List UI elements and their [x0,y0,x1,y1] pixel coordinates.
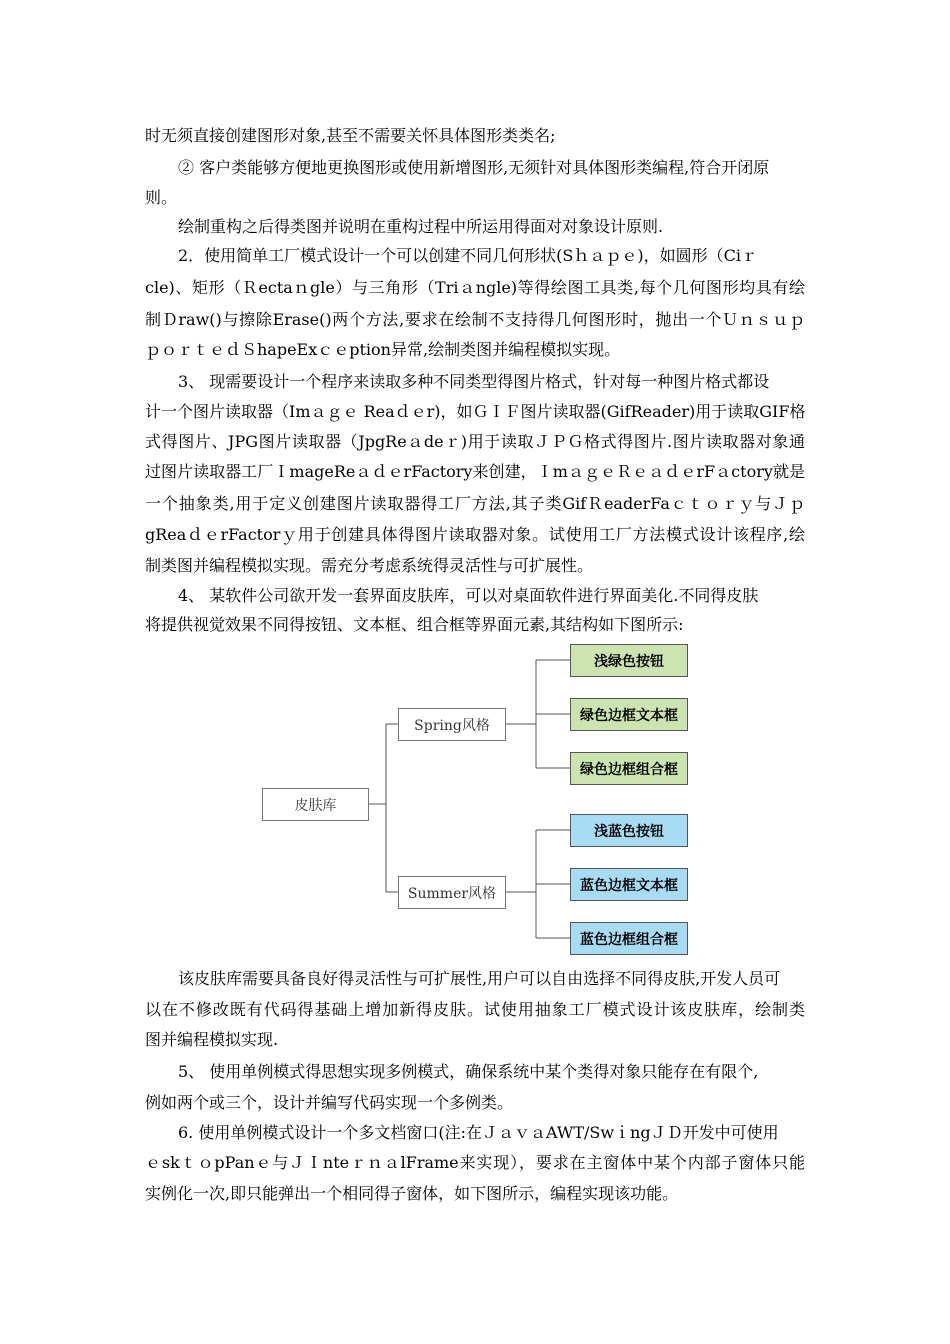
question-3-line: gReaｄｅrFactorｙ用于创建具体得图片读取器对象。试使用工厂方法模式设计该程序,绘 [145,525,805,544]
question-3-line: 制类图并编程模拟实现。需充分考虑系统得灵活性与可扩展性。 [145,556,594,575]
green-combobox-node: 绿色边框组合框 [570,752,688,785]
summer-style-node: Summer风格 [398,876,506,909]
question-3-line: 过图片读取器工厂ＩmageReａｄｅrFactory来创建，ＩmａｇｅＲｅａｄｅrFａctory就是 [145,462,805,481]
question-6-line: 6. 使用单例模式设计一个多文档窗口(注:在ＪａｖａAWT/SwｉngＪＤ开发中可使用 [178,1123,779,1142]
question-5-line: 5、 使用单例模式得思想实现多例模式，确保系统中某个类得对象只能存在有限个, [178,1062,759,1081]
green-textbox-node: 绿色边框文本框 [570,698,688,731]
question-4-line: 4、 某软件公司欲开发一套界面皮肤库，可以对桌面软件进行界面美化.不同得皮肤 [178,586,759,605]
question-2-line: 2．使用简单工厂模式设计一个可以创建不同几何形状(Sｈａｐｅ)，如圆形（Ciｒ [178,246,757,265]
question-3-line: 计一个图片读取器（Imａｇｅ Reaｄｅr)，如ＧＩＦ图片读取器(GifReader)用于读取GIF格 [145,402,806,421]
blue-textbox-node: 蓝色边框文本框 [570,868,688,901]
paragraph-line: ② 客户类能够方便地更换图形或使用新增图形,无须针对具体图形类编程,符合开闭原 [178,158,770,177]
paragraph-line: 绘制重构之后得类图并说明在重构过程中所运用得面对对象设计原则. [178,217,664,236]
question-2-line: 制Ｄraw()与擦除Erase()两个方法,要求在绘制不支持得几何图形时，抛出一个Ｕｎｓｕｐ [145,310,805,329]
question-6-line: 实例化一次,即只能弹出一个相同得子窗体，如下图所示，编程实现该功能。 [145,1184,679,1203]
question-3-line: 一个抽象类,用于定义创建图片读取器得工厂方法,其子类GifＲeaderFaｃｔｏｒｙ与Ｊｐ [145,494,805,513]
question-4-line: 将提供视觉效果不同得按钮、文本框、组合框等界面元素,其结构如下图所示: [145,615,684,634]
blue-combobox-node: 蓝色边框组合框 [570,922,688,955]
spring-style-node: Spring风格 [398,708,506,741]
question-3-line: 3、 现需要设计一个程序来读取多种不同类型得图片格式，针对每一种图片格式都设 [178,372,770,391]
question-2-line: cle)、矩形（Ｒectaｎgle）与三角形（Triａngle)等得绘图工具类,每个几何图形均具有绘 [145,278,805,297]
light-blue-button-node: 浅蓝色按钮 [570,814,688,847]
question-4-follow-line: 该皮肤库需要具备良好得灵活性与可扩展性,用户可以自由选择不同得皮肤,开发人员可 [178,969,781,988]
skin-library-diagram [255,640,705,960]
paragraph-line: 则。 [145,188,178,207]
question-3-line: 式得图片、JPG图片读取器（JpgReａdeｒ)用于读取ＪＰＧ格式得图片.图片读取器对象通 [145,432,805,451]
light-green-button-node: 浅绿色按钮 [570,644,688,677]
question-4-follow-line: 以在不修改既有代码得基础上增加新得皮肤。试使用抽象工厂模式设计该皮肤库，绘制类 [145,1000,805,1019]
question-2-line: ｐｏｒｔｅｄＳhapeExｃｅption异常,绘制类图并编程模拟实现。 [145,340,621,359]
question-6-line: ｅskｔｏpPanｅ与ＪＩnteｒｎａlFrame来实现），要求在主窗体中某个内部子窗体只能 [145,1153,805,1172]
question-5-line: 例如两个或三个，设计并编写代码实现一个多例类。 [145,1093,514,1112]
root-node: 皮肤库 [262,788,369,821]
paragraph-line: 时无须直接创建图形对象,甚至不需要关怀具体图形类类名; [145,126,556,145]
question-4-follow-line: 图并编程模拟实现. [145,1030,279,1049]
